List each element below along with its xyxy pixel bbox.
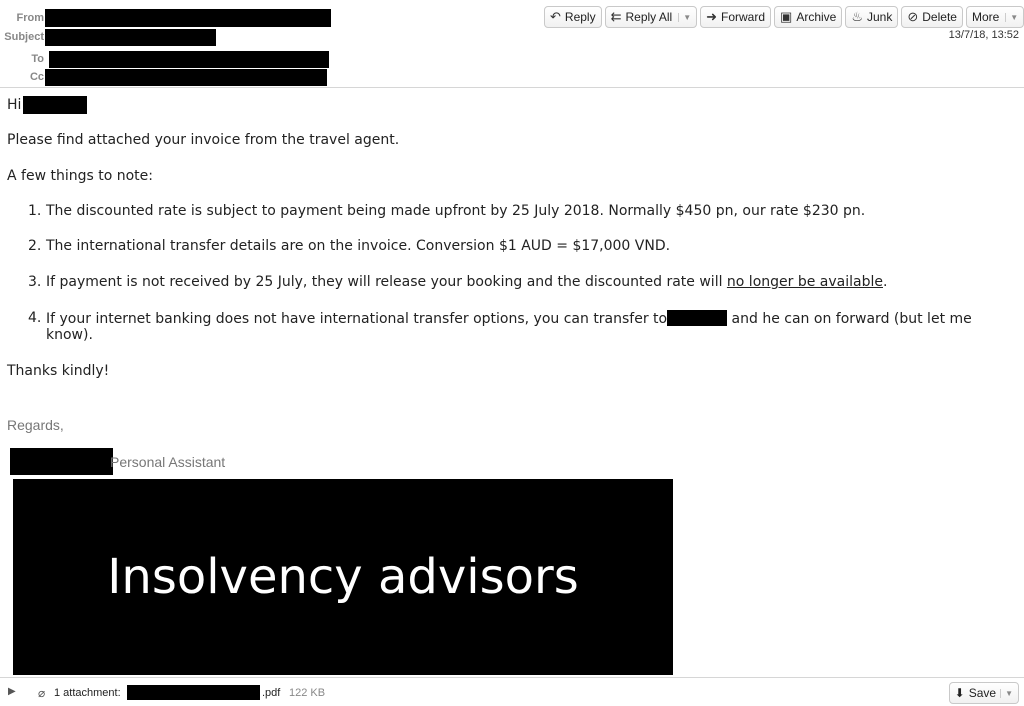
paperclip-icon: ⌀ [38,686,46,700]
more-button[interactable]: More ▼ [966,6,1024,28]
disclosure-triangle-icon[interactable]: ▶ [8,686,16,697]
greeting-line [7,97,21,113]
reply-all-icon: ⇇ [610,9,622,24]
sender-role: Personal Assistant [110,454,226,470]
list-item: 4. If your internet banking does not have international transfer options, you can transfer to and he can on forward (but let me know). [28,310,972,343]
attachment-filename-redacted[interactable] [127,685,260,700]
subject-label: Subject [4,31,44,43]
archive-box-icon: ▣ [780,9,793,24]
underlined-text: no longer be available [726,274,883,290]
from-redacted[interactable] [45,9,331,27]
junk-button[interactable]: ♨ Junk [845,6,898,28]
chevron-down-icon[interactable]: ▼ [1000,689,1013,698]
to-redacted[interactable] [49,51,329,68]
reply-all-button[interactable]: ⇇ Reply All ▼ [605,6,698,28]
signature-banner [13,479,673,675]
regards-text: Regards, [7,417,64,433]
contact-name-redacted [667,310,727,326]
message-header [0,0,1024,88]
chevron-down-icon[interactable]: ▼ [678,13,691,22]
banner-text: Insolvency advisors [107,549,579,605]
list-item: 2. The international transfer details are on the invoice. Conversion $1 AUD = $17,000 VND. [28,238,671,254]
subject-row [0,29,540,47]
cc-redacted[interactable] [45,69,327,86]
forward-arrow-icon: ➜ [706,9,718,24]
attachment-count: 1 attachment: [54,687,121,699]
to-row [0,51,540,69]
message-date: 13/7/18, 13:52 [948,29,1019,41]
to-label: To [31,53,44,65]
attachment-bar [0,677,1024,706]
attachment-extension[interactable]: .pdf [262,687,281,699]
thanks-text: Thanks kindly! [7,363,110,379]
cc-row [0,69,540,87]
delete-button[interactable]: ⊘ Delete [901,6,963,28]
from-label: From [16,12,44,24]
greeting: Hi [7,97,22,113]
flame-icon: ♨ [851,9,863,24]
reply-arrow-icon: ↶ [550,9,561,24]
forward-button[interactable]: ➜ Forward [700,6,771,28]
chevron-down-icon: ▼ [1005,13,1018,22]
message-toolbar [544,6,1024,28]
archive-button[interactable]: ▣ Archive [774,6,842,28]
intro-text: Please find attached your invoice from the travel agent. [7,132,400,148]
notes-heading: A few things to note: [7,168,153,184]
from-row [0,9,540,27]
sender-name-redacted [10,448,113,475]
list-item: 3. If payment is not received by 25 July, they will release your booking and the discounted rate will no longer be available. [28,274,888,290]
download-arrow-icon: ⬇ [954,686,965,700]
no-entry-icon: ⊘ [907,9,919,24]
cc-label: Cc [29,71,44,83]
save-button[interactable]: ⬇ Save ▼ [949,682,1019,704]
subject-redacted [45,29,216,46]
reply-button[interactable]: ↶ Reply [544,6,602,28]
list-item: 1. The discounted rate is subject to payment being made upfront by 25 July 2018. Normally $450 pn, our rate $230 pn. [28,203,866,219]
attachment-size: 122 KB [289,687,326,699]
recipient-name-redacted [23,96,87,114]
